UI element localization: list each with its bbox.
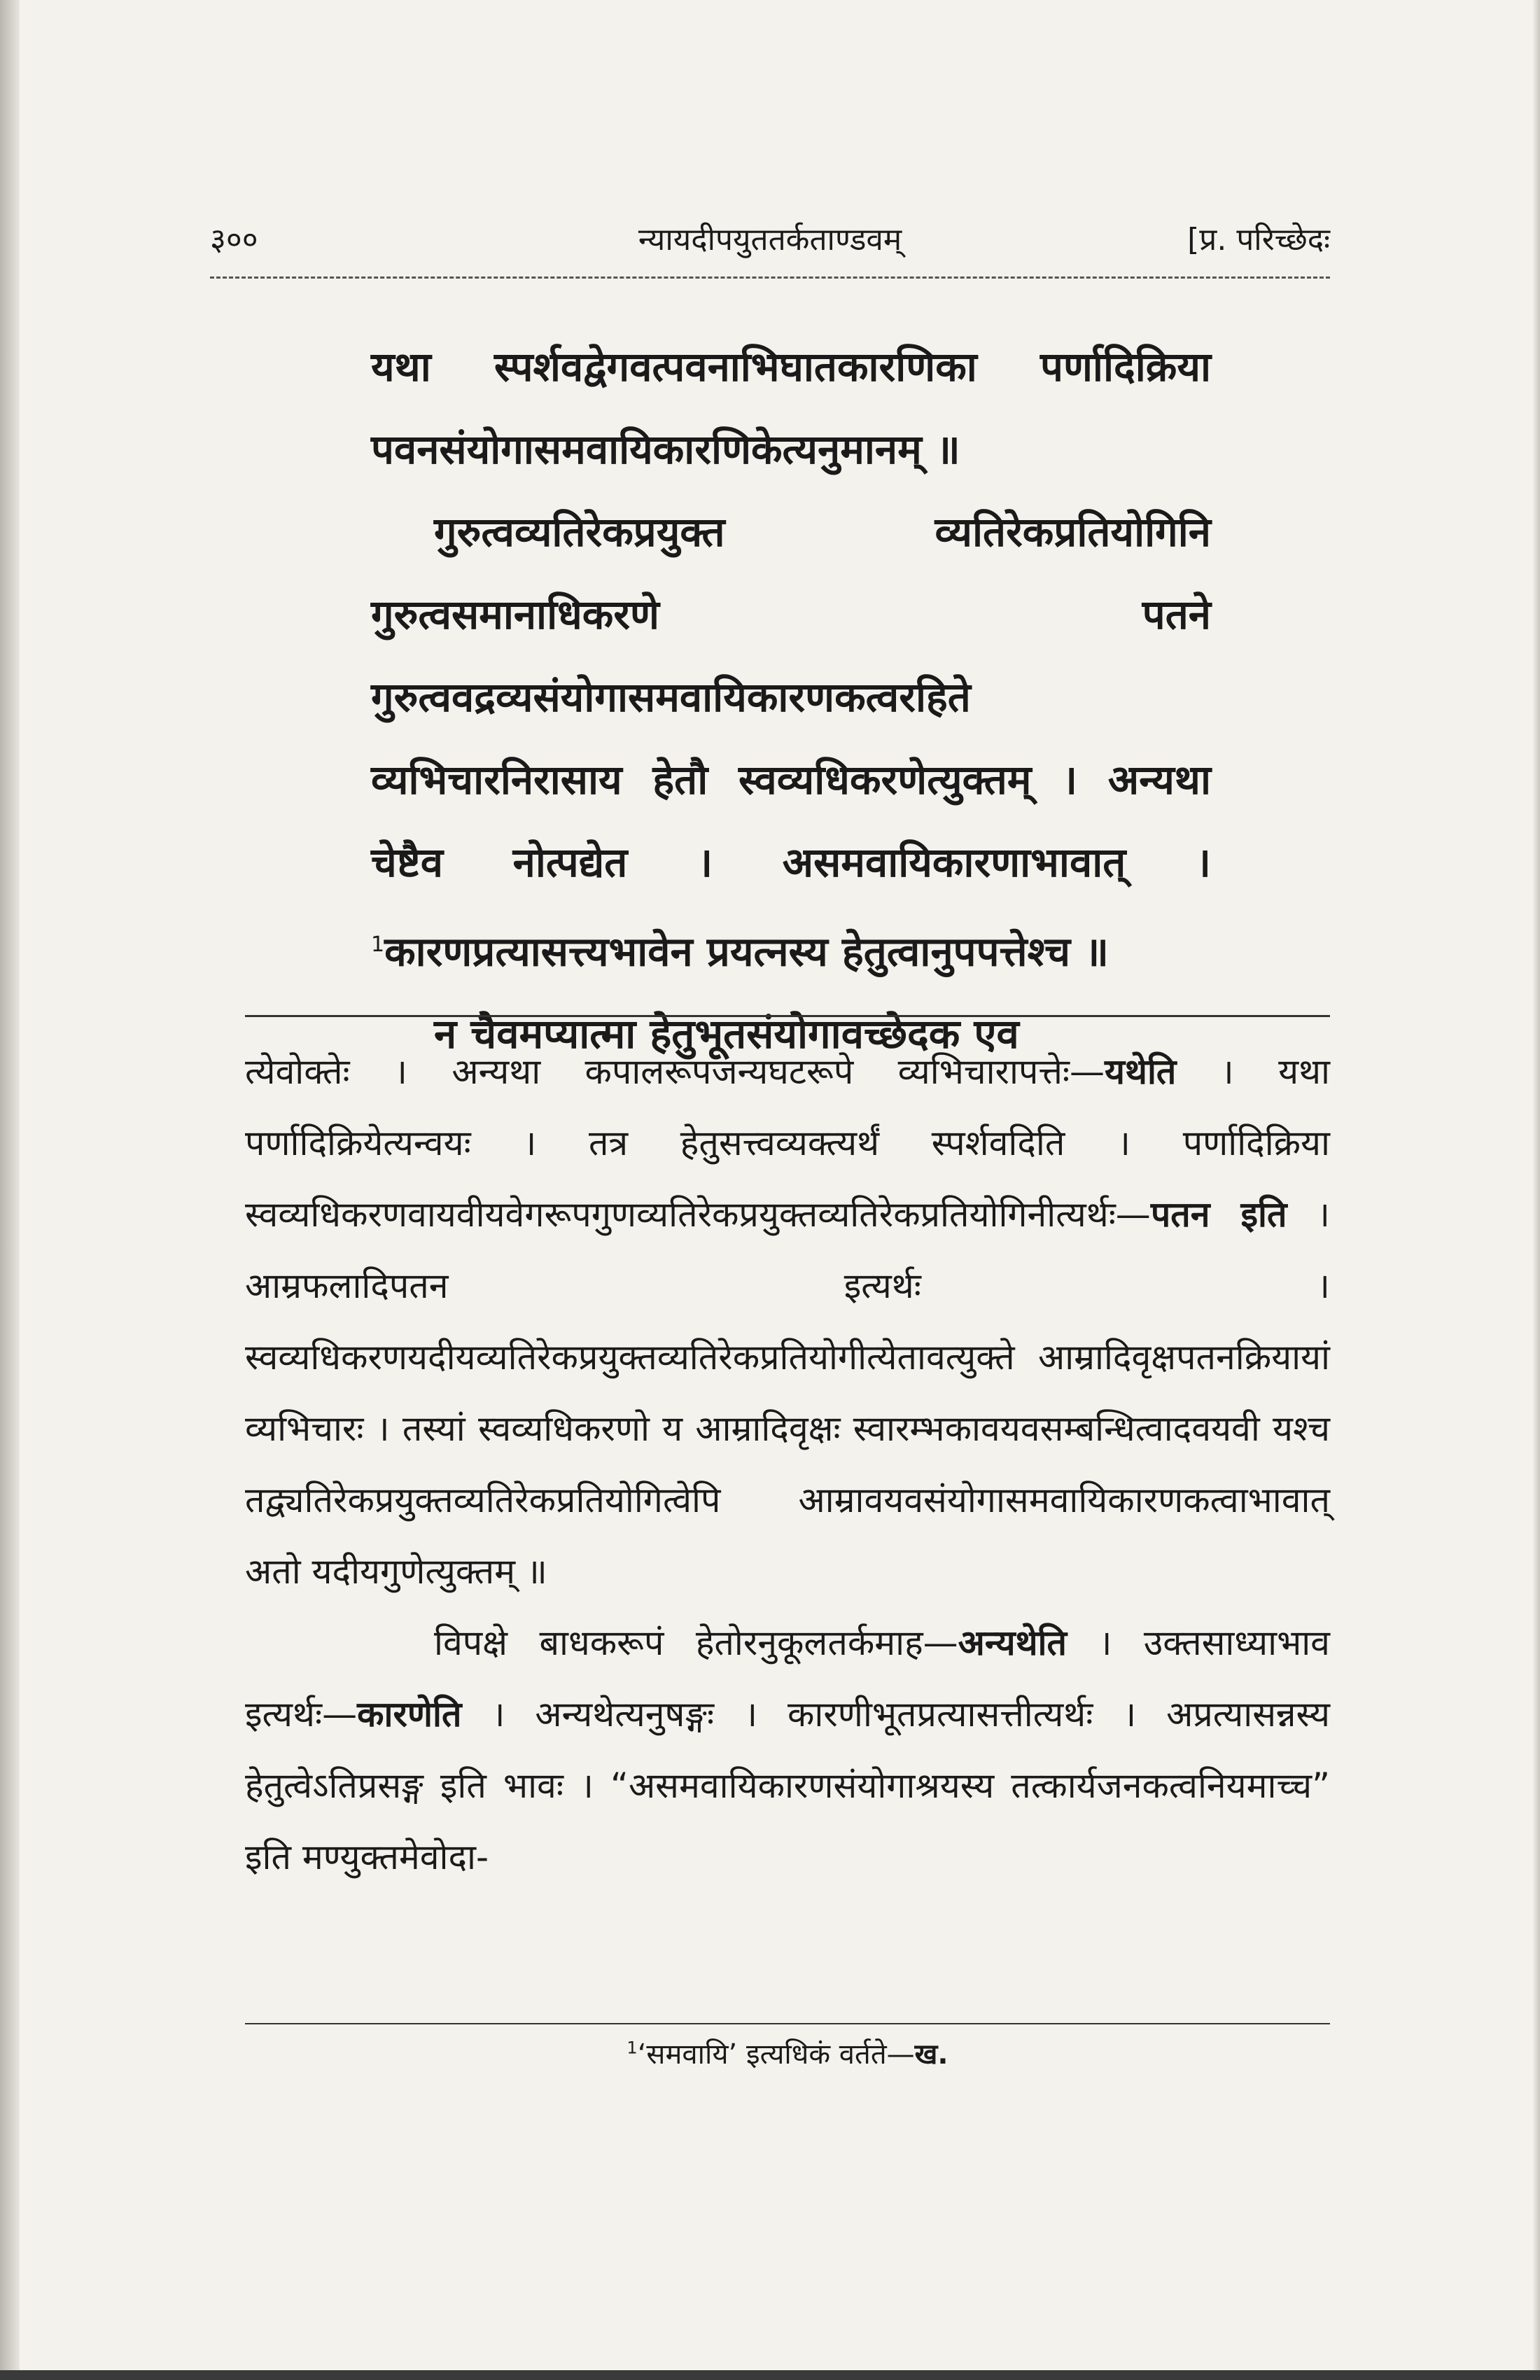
commentary-lemma: पतन इति	[1150, 1194, 1287, 1235]
section-label: [प्र. परिच्छेदः	[1187, 222, 1330, 258]
commentary-text: । अन्यथेत्यनुषङ्गः । कारणीभूतप्रत्यासत्तीत्यर्थः । अप्रत्यासन्नस्य हेतुत्वेऽतिप्रसङ्ग इति भावः । “असमवायिकारणसंयोगाश्रयस्य तत्कार्यजनकत्वनियमाच्च” इति मण्युक्तमेवोदा-	[245, 1694, 1330, 1877]
main-paragraph-2-part-b: कारणप्रत्यासत्त्यभावेन प्रयत्नस्य हेतुत्वानुपपत्तेश्च ॥	[384, 927, 1110, 976]
commentary-text: । यथा पर्णादिक्रियेत्यन्वयः । तत्र हेतुसत्त्वव्यक्त्यर्थं स्पर्शवदिति । पर्णादिक्रिया स्वव्यधिकरणवायवीयवेगरूपगुणव्यतिरेकप्रयुक्तव्यतिरेकप्रतियोगिनीत्यर्थः—	[245, 1051, 1331, 1235]
commentary	[245, 1036, 1330, 1893]
page-bottom-edge	[0, 2370, 1540, 2380]
running-title: न्यायदीपयुततर्कताण्डवम्	[638, 222, 902, 258]
page-binding-edge	[0, 0, 20, 2380]
page-right-edge	[1533, 0, 1540, 2380]
main-paragraph-3: न चैवमप्यात्मा हेतुभूतसंयोगावच्छेदक एव	[434, 1010, 1019, 1058]
commentary-paragraph-1	[245, 1036, 1330, 1607]
commentary-text: । आम्रफलादिपतन इत्यर्थः । स्वव्यधिकरणयदीयव्यतिरेकप्रयुक्तव्यतिरेकप्रतियोगीत्येतावत्युक्ते आम्रादिवृक्षपतनक्रियायां व्यभिचारः । तस्यां स्वव्यधिकरणो य आम्रादिवृक्षः स्वारम्भकावयवसम्बन्धित्वादवयवी यश्च तद्व्यतिरेकप्रयुक्तव्यतिरेकप्रतियोगित्वेपि आम्रावयवसंयोगासमवायिकारणकत्वाभावात् अतो यदीयगुणेत्युक्तम् ॥	[245, 1194, 1330, 1592]
footnote-siglum: ख.	[914, 2038, 948, 2071]
main-paragraph-1: यथा स्पर्शवद्वेगवत्पवनाभिघातकारणिका पर्णादिक्रिया पवनसंयोगासमवायिकारणिकेत्यनुमानम् ॥	[371, 343, 1211, 473]
commentary-text: त्येवोक्तेः । अन्यथा कपालरूपजन्यघटरूपे व्यभिचारापत्तेः—	[245, 1051, 1105, 1092]
footnote	[245, 2033, 1330, 2072]
text-commentary-rule	[245, 1015, 1330, 1017]
header-rule	[210, 276, 1330, 279]
footnote-text: ‘समवायि’ इत्यधिकं वर्तते—	[637, 2038, 915, 2071]
commentary-text: विपक्षे बाधकरूपं हेतोरनुकूलतर्कमाह—	[434, 1623, 958, 1663]
commentary-paragraph-2	[245, 1607, 1330, 1893]
commentary-text: । उक्तसाध्याभाव इत्यर्थः—	[245, 1623, 1330, 1735]
main-paragraph-2	[371, 491, 1211, 993]
footnote-rule	[245, 2023, 1330, 2024]
footnote-marker: 1	[371, 932, 385, 957]
main-paragraph-2-part-a: गुरुत्वव्यतिरेकप्रयुक्त व्यतिरेकप्रतियोगिनि गुरुत्वसमानाधिकरणे पतने गुरुत्ववद्रव्यसंयोगासमवायिकारणकत्वरहिते व्यभिचारनिरासाय हेतौ स्वव्यधिकरणेत्युक्तम् । अन्यथा चेष्टैव नोत्पद्येत । असमवायिकारणाभावात् ।	[371, 508, 1211, 886]
running-header	[210, 217, 1330, 259]
commentary-lemma: यथेति	[1105, 1051, 1177, 1092]
commentary-lemma: अन्यथेति	[958, 1623, 1067, 1663]
main-text	[371, 326, 1211, 1075]
footnote-number: 1	[626, 2038, 638, 2058]
page-number: ३००	[210, 222, 258, 258]
commentary-lemma: कारणेति	[357, 1694, 462, 1735]
